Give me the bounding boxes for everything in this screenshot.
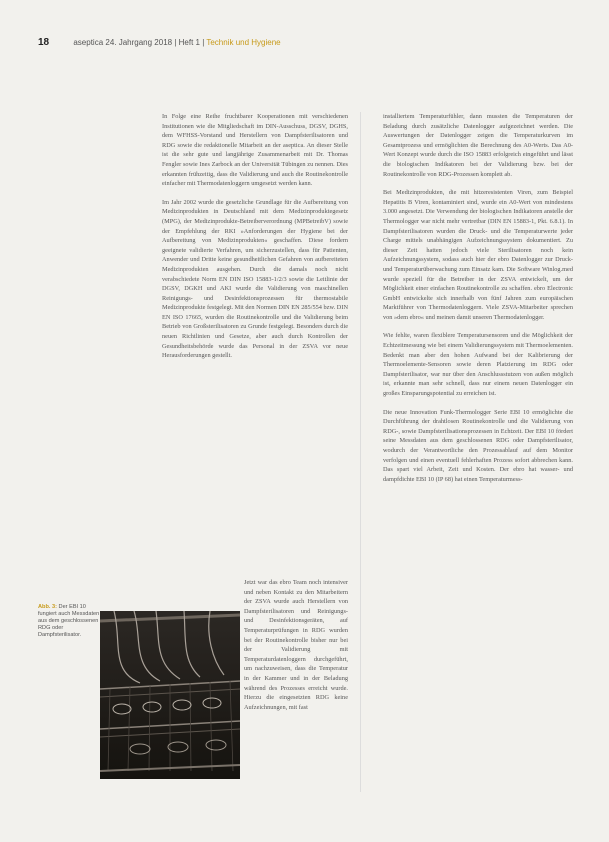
left-column bbox=[162, 112, 348, 370]
figure-photo-rdg-rack bbox=[100, 611, 240, 779]
paragraph: installiertem Temperaturfühler, dann mussten die Temperaturen der Beladung durch zusätzliche Datenlogger aufgezeichnet werden. Die Auswertungen der Datenlogger zeigen die Temperaturkurven im Gesamtprozess und ermöglichten die Berechnung des A0-Werts. Das A0-Wert Konzept wurde durch die ISO 15883 erfolgreich eingeführt und lässt die biologischen Indikatoren bei der Validierung bzw. bei der Routinekontrolle von RDG-Prozessen komplett ab. bbox=[383, 113, 573, 178]
narrow-column bbox=[244, 578, 348, 721]
paragraph: In Folge eine Reihe fruchtbarer Kooperationen mit verschiedenen Institutionen wie die Mitgliedschaft im DIN-Ausschuss, DGSV, DGHS, dem WFHSS-Vorstand und Herstellern von Dampfsterilisatoren und RDG sowie die redaktionelle Mitarbeit an der aseptica. An dieser Stelle ist die sehr gute und langjährige Zusammenarbeit mit Dr. Thomas Fengler sowie Ines Zarbock an der Universität Tübingen zu nennen. Dies erkannten frühzeitig, dass die Validierung und auch die Routinekontrolle einfacher mit Thermodatenloggern umgesetzt werden kann. bbox=[162, 113, 348, 188]
rack-illustration bbox=[100, 611, 240, 779]
right-column bbox=[383, 112, 573, 493]
page-header bbox=[38, 36, 579, 50]
paragraph: Jetzt war das ebro Team noch intensiver und neben Kontakt zu den Mitarbeitern der ZSVA wurde auch Herstellern von Dampfsterilisatoren und Reinigungs- und Desinfektionsgeräten, auf Temperaturprüfungen in RDG wurden bei der Routinekontrolle bisher nur bei der Validierung mit Temperaturdatenloggern durchgeführt, um nachzuweisen, dass die Temperatur in der Kammer und in der Beladung während des Prozesses erreicht wurde. Hierzu die eingesetzten RDG keine Aufzeichnungen, mit fast bbox=[244, 579, 348, 711]
column-divider bbox=[360, 112, 361, 792]
paragraph: Im Jahr 2002 wurde die gesetzliche Grundlage für die Aufbereitung von Medizinprodukten in Deutschland mit dem Medizinproduktegesetz (MPG), der Medizinprodukte-Betreiberverordnung (MPBetreibV) sowie der Empfehlung der RKI »Anforderungen der Hygiene bei der Aufbereitung von Medizinprodukten« geschaffen. Diese fordern geeignete validierte Verfahren, um sicherzustellen, dass für Patienten, Anwender und Dritte keine gesundheitlichen Gefahren von aufbereiteten Medizinprodukten ausgehen. Durch die damals noch nicht verabschiedete Norm EN DIN ISO 15883-1/2/3 sowie die Leitlinie der DGSV, DGKH und AKI wurde die Validierung von maschinellen Reinigungs- und Desinfektionsprozessen für thermostabile Medizinprodukte festgelegt. Mit den Normen DIN EN 285/554 bzw. DIN EN ISO 17665, wurden die Routinekontrolle und die Validierung beim Betrieb von Großsterilisatoren zu Grunde festgelegt. Besonders durch die neuen Richtlinien und Gesetze, aber auch durch Kontrollen der Gesundheitsbehörde wurde das Personal in der ZSVA vor neue Herausforderungen gestellt. bbox=[162, 198, 348, 360]
journal-info: aseptica 24. Jahrgang 2018 | Heft 1 | bbox=[73, 38, 205, 47]
paragraph: Die neue Innovation Funk-Thermologger Serie EBI 10 ermöglichte die Durchführung der drahtlosen Routinekontrolle und die Validierung von RDG-, sowie Dampfsterilisationsprozessen in Echtzeit. Der EBI 10 fördert seine Messdaten aus dem geschlossenen RDG oder Dampfsterilisator, wodurch der Verantwortliche den Prozessablauf auf dem Monitor verfolgen und einen eventuell fehlerhaften Prozess sofort abbrechen kann. Das spart viel Arbeit, Zeit und Kosten. Der ebro hat wasser- und dampfdichte EBI 10 (IP 68) hat einen Temperaturmess- bbox=[383, 408, 573, 483]
figure-caption-text: Der EBI 10 fungiert auch Messdaten aus dem geschlossenen RDG oder Dampfsterilisator. bbox=[38, 604, 100, 638]
paragraph: Wie fehlte, waren flexiblere Temperatursensoren und die Möglichkeit der Echtzeitmessung wie bei einem Validierungssystem mit Thermoelementen. Bedenkt man aber den hohen Aufwand bei der Kalibrierung der Thermoelemente-Sensoren sowie deren Platzierung im RDG oder Dampfsterilisator, war nur über den Anschlussstutzen von außen möglich ist, erkannte man sehr schnell, dass nur einem neuen Datenlogger ein großes Einsparungspotential zu erreichen ist. bbox=[383, 332, 573, 398]
paragraph: Bei Medizinprodukten, die mit hitzeresistenten Viren, zum Beispiel Hepatitis B Viren, kontaminiert sind, wurde ein A0-Wert von mindestens 3.000 angesetzt. Die Verwendung der biologischen Indikatoren anstelle der Thermologger war nicht mehr vertretbar (DIN EN 15883-1, Pkt. 6.8.1). In Dampfsterilisatoren wurden die Druck- und die Temperaturwerte jeder Charge mittels unabhängigen Aufzeichnungssystem dokumentiert. Zu dieser Zeit hatten jedoch viele Sterilisatoren noch kein Aufzeichnungssystem, sodass auch hier der ebro Datenlogger zur Druck- und Temperaturüberwachung zum Einsatz kam. Die Software Winlog.med wurde speziell für die Betreiber in der ZSVA entwickelt, um der Möglichkeit einer einfachen Routinekontrolle zu schaffen. ebro Electronic GmbH entwickelte sich innerhalb von fünf Jahren zum europäischen Marktführer von Thermodatenloggern. Viele ZSVA-Mitarbeiter sprechen von »dem ebro« und meinen damit unseren Thermodatenlogger. bbox=[383, 189, 573, 321]
figure-label: Abb. 3: bbox=[38, 604, 57, 610]
section-title: Technik und Hygiene bbox=[206, 38, 281, 47]
figure-caption bbox=[38, 604, 100, 639]
page-number: 18 bbox=[38, 37, 50, 48]
